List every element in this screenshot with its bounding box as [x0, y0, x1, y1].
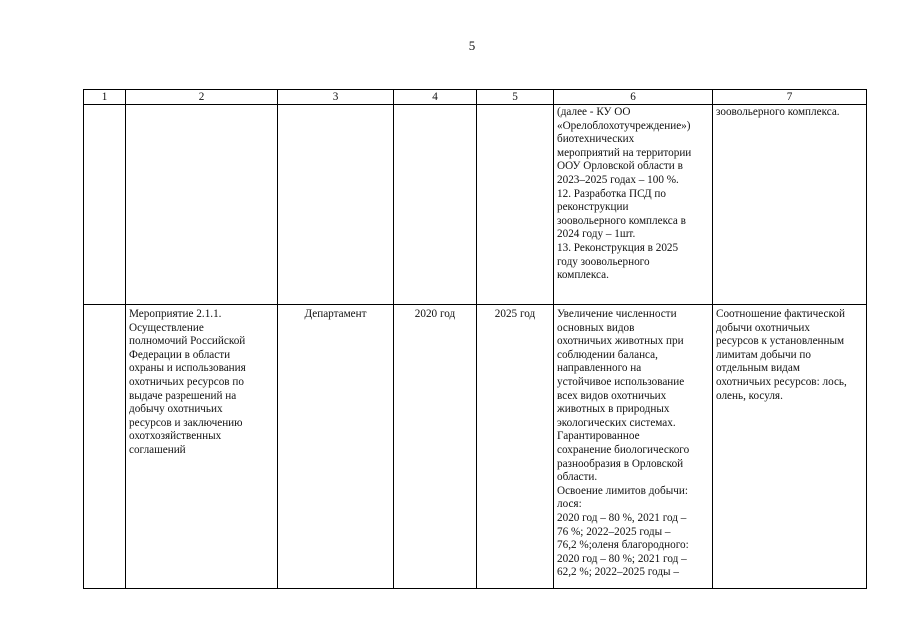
table-cell-col3 — [278, 105, 394, 305]
table-cell-col1 — [84, 105, 126, 305]
column-header-7: 7 — [713, 90, 867, 105]
table-cell-col4: 2020 год — [394, 305, 477, 589]
column-header-2: 2 — [126, 90, 278, 105]
table-cell-col6: (далее - КУ ОО «Орелоблохотучреждение») биотехнических мероприятий на территории ООУ Орловской области в 2023–2025 годах – 100 %. 12. Разработка ПСД по реконструкции зоовольерного комплекса в 2024 году – 1шт. 13. Реконструкция в 2025 году зоовольерного комплекса. — [554, 105, 713, 305]
program-table — [83, 89, 867, 589]
table-cell-col4 — [394, 105, 477, 305]
column-header-4: 4 — [394, 90, 477, 105]
table-cell-col5 — [477, 105, 554, 305]
page-number: 5 — [468, 38, 476, 53]
column-header-5: 5 — [477, 90, 554, 105]
column-header-1: 1 — [84, 90, 126, 105]
table-cell-col6: Увеличение численности основных видов охотничьих животных при соблюдении баланса, направленного на устойчивое использование всех видов охотничьих животных в природных экологических системах. Гарантированное сохранение биологического разнообразия в Орловской области. Освоение лимитов добычи: лося: 2020 год – 80 %, 2021 год – 76 %; 2022–2025 годы – 76,2 %;оленя благородного: 2020 год – 80 %; 2021 год – 62,2 %; 2022–2025 годы – — [554, 305, 713, 589]
table-header-row — [84, 90, 867, 105]
table-row — [84, 105, 867, 305]
table-cell-col2: Мероприятие 2.1.1. Осуществление полномочий Российской Федерации в области охраны и использования охотничьих ресурсов по выдаче разрешений на добычу охотничьих ресурсов и заключению охотхозяйственных соглашений — [126, 305, 278, 589]
table-cell-col1 — [84, 305, 126, 589]
table-cell-col7: Соотношение фактической добычи охотничьих ресурсов к установленным лимитам добычи по отдельным видам охотничьих ресурсов: лось, олень, косуля. — [713, 305, 867, 589]
table-cell-col7: зоовольерного комплекса. — [713, 105, 867, 305]
table-row — [84, 305, 867, 589]
column-header-3: 3 — [278, 90, 394, 105]
column-header-6: 6 — [554, 90, 713, 105]
table-cell-col3: Департамент — [278, 305, 394, 589]
table-cell-col2 — [126, 105, 278, 305]
table-cell-col5: 2025 год — [477, 305, 554, 589]
